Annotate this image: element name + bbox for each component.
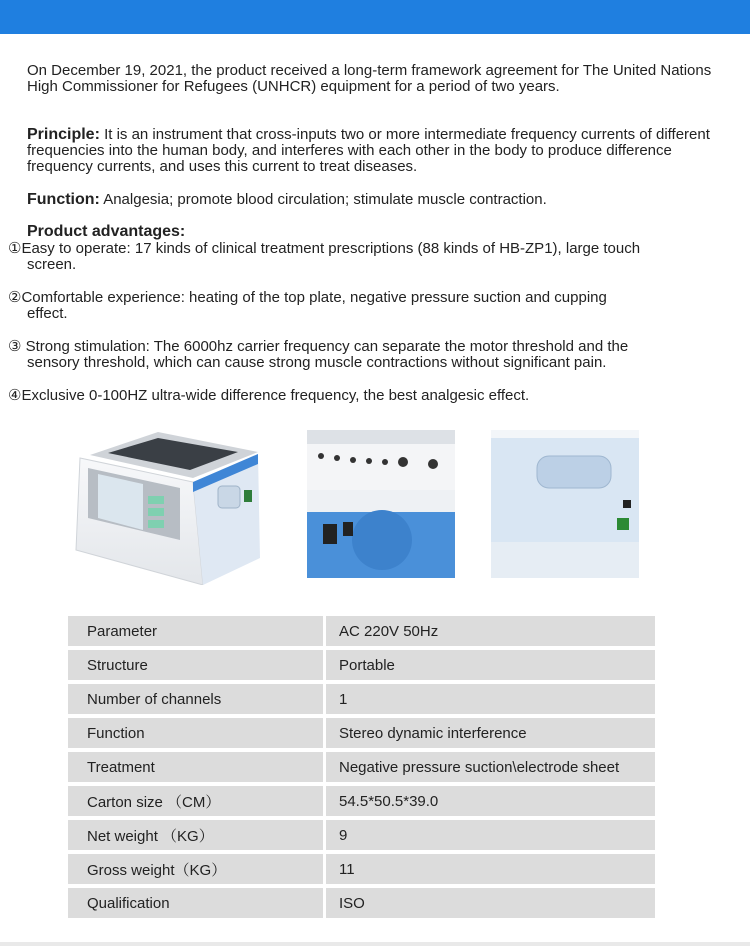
spec-value: Negative pressure suction\electrode sheet xyxy=(326,752,655,782)
advantage-text: Strong stimulation: The 6000hz carrier frequency can separate the motor threshold and the xyxy=(21,338,629,355)
spec-value: ISO xyxy=(326,888,655,918)
advantage-marker: ④ xyxy=(8,387,22,404)
principle-label: Principle: xyxy=(27,126,100,143)
header-bar xyxy=(0,0,750,34)
table-row xyxy=(68,718,655,748)
table-row xyxy=(68,616,655,646)
table-row xyxy=(68,684,655,714)
advantage-item xyxy=(8,290,708,322)
advantage-text-cont: effect. xyxy=(27,305,68,322)
device-back-photo xyxy=(307,430,455,578)
table-row xyxy=(68,650,655,680)
spec-value: 11 xyxy=(326,854,655,884)
advantage-text: Comfortable experience: heating of the top plate, negative pressure suction and cupping xyxy=(21,289,607,306)
spec-key: Parameter xyxy=(68,616,326,646)
spec-key: Number of channels xyxy=(68,684,326,714)
spec-key: Qualification xyxy=(68,888,326,918)
advantage-text-cont: screen. xyxy=(27,256,77,273)
spec-value: Stereo dynamic interference xyxy=(326,718,655,748)
table-row xyxy=(68,820,655,850)
advantage-marker: ③ xyxy=(8,338,22,355)
device-side-photo xyxy=(491,430,639,578)
footer-divider xyxy=(0,942,750,946)
function-paragraph xyxy=(27,192,717,208)
spec-value: Portable xyxy=(326,650,655,680)
principle-text: It is an instrument that cross-inputs two or more intermediate frequency currents of different frequencies into the human body, and interferes with each other in the body to produce difference frequency currents, and uses this current to treat diseases. xyxy=(27,126,710,175)
table-row xyxy=(68,752,655,782)
spec-key: Treatment xyxy=(68,752,326,782)
table-row xyxy=(68,786,655,816)
advantage-marker: ② xyxy=(8,289,22,306)
function-label: Function: xyxy=(27,191,100,208)
device-front-photo xyxy=(68,430,260,585)
advantage-item xyxy=(8,241,708,273)
intro-paragraph: On December 19, 2021, the product received a long-term framework agreement for The United Nations High Commissioner for Refugees (UNHCR) equipment for a period of two years. xyxy=(27,62,712,95)
advantage-text-cont: sensory threshold, which can cause strong muscle contractions without significant pain. xyxy=(27,354,607,371)
advantage-item xyxy=(8,339,708,371)
advantage-text: Easy to operate: 17 kinds of clinical treatment prescriptions (88 kinds of HB-ZP1), large touch xyxy=(21,240,641,257)
advantage-item xyxy=(8,388,708,404)
table-row xyxy=(68,888,655,918)
spec-key: Gross weight（KG） xyxy=(68,854,326,884)
spec-value: 9 xyxy=(326,820,655,850)
spec-key: Net weight （KG） xyxy=(68,820,326,850)
spec-key: Carton size （CM） xyxy=(68,786,326,816)
advantage-marker: ① xyxy=(8,240,22,257)
principle-paragraph xyxy=(27,127,717,175)
specs-table xyxy=(68,612,655,922)
spec-value: 1 xyxy=(326,684,655,714)
spec-value: AC 220V 50Hz xyxy=(326,616,655,646)
advantage-text: Exclusive 0-100HZ ultra-wide difference frequency, the best analgesic effect. xyxy=(21,387,530,404)
table-row xyxy=(68,854,655,884)
function-text: Analgesia; promote blood circulation; stimulate muscle contraction. xyxy=(99,191,547,208)
spec-value: 54.5*50.5*39.0 xyxy=(326,786,655,816)
advantages-title: Product advantages: xyxy=(27,223,186,240)
spec-key: Structure xyxy=(68,650,326,680)
spec-key: Function xyxy=(68,718,326,748)
